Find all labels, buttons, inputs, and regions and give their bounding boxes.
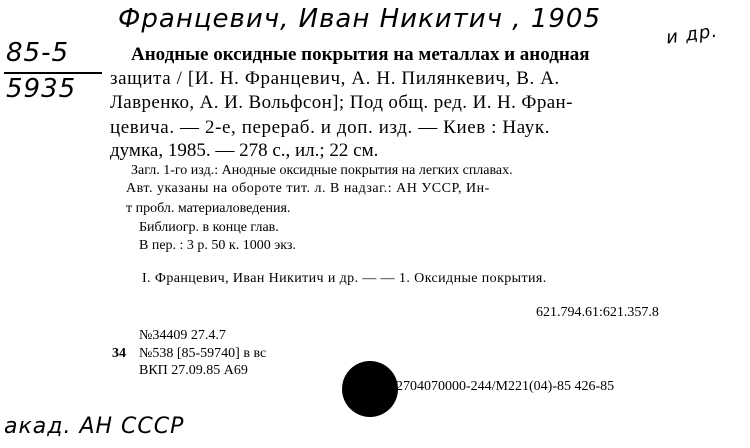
classification-number: 621.794.61:621.357.8 [536, 305, 659, 320]
note-authors: Авт. указаны на обороте тит. л. В надзаг.: АН УССР, Ин- [126, 181, 490, 196]
note-bibliography: Библиогр. в конце глав. [139, 220, 279, 235]
handwritten-author-suffix: и др. [664, 20, 720, 49]
stamp-accession: №34409 27.4.7 [139, 328, 226, 343]
title-line-2: защита / [И. Н. Францевич, А. Н. Пилянкевич, В. А. [110, 68, 560, 89]
title-line-4: цевича. — 2-е, перераб. и доп. изд. — Киев : Наук. [110, 117, 551, 138]
tracing-line: I. Францевич, Иван Никитич и др. — — 1. Оксидные покрытия. [142, 271, 547, 286]
handwritten-affiliation: акад. АН СССР [4, 414, 185, 439]
ink-blot [342, 361, 398, 417]
note-institute: т пробл. материаловедения. [126, 201, 291, 216]
title-line-3: Лавренко, А. И. Вольфсон]; Под общ. ред. И. Н. Фран- [110, 92, 573, 113]
stamp-vkp: ВКП 27.09.85 А69 [139, 363, 248, 378]
call-number-top: 85-5 [6, 38, 70, 68]
note-price: В пер. : 3 р. 50 к. 1000 экз. [139, 238, 296, 253]
printing-code: 2704070000-244/М221(04)-85 426-85 [396, 379, 615, 394]
call-number-bottom: 5935 [6, 74, 77, 104]
handwritten-author-line: Францевич, Иван Никитич , 1905 [118, 4, 602, 34]
stamp-order: №538 [85-59740] в вс [139, 346, 267, 361]
title-line-5: думка, 1985. — 278 с., ил.; 22 см. [110, 140, 379, 161]
stamp-line-prefix: 34 [112, 346, 126, 361]
note-earlier-title: Загл. 1-го изд.: Анодные оксидные покрытия на легких сплавах. [131, 163, 513, 178]
title-line-1: Анодные оксидные покрытия на металлах и анодная [131, 44, 590, 65]
